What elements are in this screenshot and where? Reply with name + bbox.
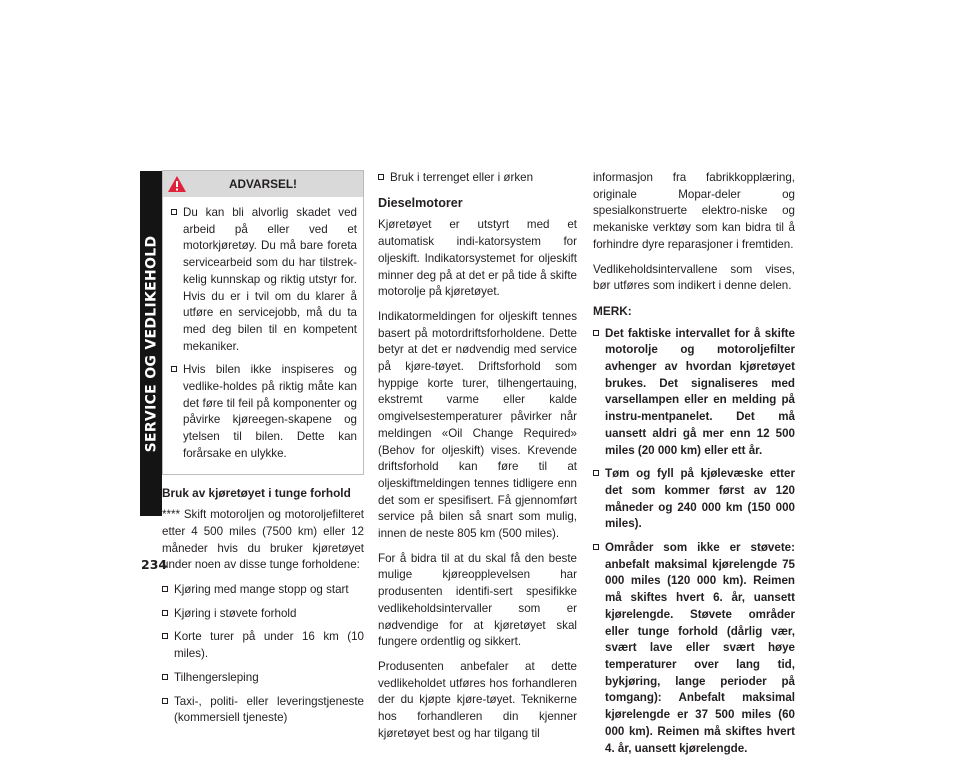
- diesel-paragraph: Produsenten anbefaler at dette vedlikeholdet utføres hos forhandleren der du kjøpte kjøre-tøyet. Teknikerne hos forhandleren din kjenner kjøretøyet best og har tilgang til: [378, 659, 577, 740]
- warning-triangle-icon: [167, 175, 187, 193]
- diesel-paragraph: Indikatormeldingen for oljeskift tennes basert på motordriftsforholdene. Dette betyr at det er nødvendig med service på kjøre-tøyet. Driftsforhold som hyppige korte turer, tilhengertauing, ekstremt varme eller kalde omgivelsestemperaturer påvirker når meldingen «Oil Change Required» (Behov for oljeskift) vises. Krevende driftsforhold kan føre til at oljeskiftmeldingen tennes tidligere enn det som er spesifisert. Få gjennomført service på bilen så snart som mulig, innen de neste 805 km (500 miles).: [378, 309, 577, 541]
- checkbox-bullet-icon: [171, 209, 177, 215]
- list-item: Du kan bli alvorlig skadet ved arbeid på eller ved et motorkjøretøy. Du må bare foreta servicearbeid som du har tilstrek-kelig kunnskap og riktig utstyr for. Hvis du er i tvil om du klarer å utføre en servicejobb, må du ta med deg bilen til en kompetent mekaniker.: [171, 205, 357, 355]
- warning-box: [162, 170, 364, 475]
- checkbox-bullet-icon: [162, 674, 168, 680]
- list-item: Områder som ikke er støvete: anbefalt maksimal kjørelengde 75 000 miles (120 000 km). Reimen må skiftes hvert 6. år, uansett kjørelengde. Støvete områder eller tunge forhold (dårlig vær, svært lave eller svært høye temperaturer over lang tid, bykjøring, lange perioder på tomgang): Anbefalt maksimal kjørelengde er 37 500 miles (60 000 km). Reimen må skiftes hvert 4. år, uansett kjørelengde.: [593, 540, 795, 757]
- heavy-use-list: [162, 582, 364, 727]
- checkbox-bullet-icon: [593, 330, 599, 336]
- list-item: Det faktiske intervallet for å skifte motorolje og motoroljefilter avhenger av hvordan kjøretøyet brukes. Det signaliseres med varsellampen eller en melding på instru-mentpanelet. Det må uansett aldri gå mer enn 12 500 miles (20 000 km) eller ett år.: [593, 326, 795, 460]
- note-label: MERK:: [593, 303, 632, 318]
- heavy-use-intro: **** Skift motoroljen og motoroljefilteret etter 4 500 miles (7500 km) eller 12 måneder hvis du bruker kjøretøyet under noen av disse tunge forholdene:: [162, 508, 364, 572]
- checkbox-bullet-icon: [171, 366, 177, 372]
- list-item: Tilhengersleping: [162, 670, 364, 687]
- diesel-heading: Dieselmotorer: [378, 195, 463, 210]
- warning-list: [171, 205, 357, 463]
- warning-header: [163, 171, 363, 197]
- warning-title: ADVARSEL!: [229, 176, 297, 191]
- diesel-paragraph: For å bidra til at du skal få den beste mulige kjøreopplevelsen har produsenten identifi-sert spesifikke vedlikeholdsintervaller som er nødvendige for at kjøretøyet skal fungere ordentlig og sikkert.: [378, 551, 577, 649]
- diesel-paragraph: Kjøretøyet er utstyrt med et automatisk indi-katorsystem for oljeskift. Indikatorsystemet for oljeskift minner deg på at det er på tide å skifte motorolje på kjøretøyet.: [378, 218, 577, 299]
- list-item: Tøm og fyll på kjølevæske etter det som kommer først av 120 måneder og 240 000 km (150 000 miles).: [593, 466, 795, 533]
- warning-body: [163, 197, 363, 474]
- list-item: Taxi-, politi- eller leveringstjeneste (kommersiell tjeneste): [162, 694, 364, 727]
- checkbox-bullet-icon: [162, 698, 168, 704]
- list-item: Hvis bilen ikke inspiseres og vedlike-holdes på riktig måte kan det føre til feil på komponenter og påvirke kjøreegen-skapene og ytelsen til bilen. Dette kan forårsake en ulykke.: [171, 362, 357, 462]
- body-paragraph: informasjon fra fabrikkopplæring, originale Mopar-deler og spesialkonstruerte elektro-niske og mekaniske verktøy som kan bidra til å forhindre dyre reparasjoner i fremtiden.: [593, 171, 795, 251]
- section-tab: [140, 171, 162, 516]
- checkbox-bullet-icon: [162, 633, 168, 639]
- column-2: [378, 170, 577, 751]
- column-1: [162, 170, 364, 734]
- list-item: Bruk i terrenget eller i ørken: [378, 170, 577, 187]
- list-item: Kjøring i støvete forhold: [162, 606, 364, 623]
- note-list: [593, 326, 795, 758]
- checkbox-bullet-icon: [162, 586, 168, 592]
- list-item: Kjøring med mange stopp og start: [162, 582, 364, 599]
- heavy-use-heading: Bruk av kjøretøyet i tunge forhold: [162, 485, 351, 500]
- page-number: 234: [141, 557, 168, 572]
- checkbox-bullet-icon: [593, 544, 599, 550]
- checkbox-bullet-icon: [593, 470, 599, 476]
- section-title: SERVICE OG VEDLIKEHOLD: [143, 235, 159, 452]
- body-paragraph: Vedlikeholdsintervallene som vises, bør utføres som indikert i denne delen.: [593, 262, 795, 293]
- checkbox-bullet-icon: [378, 174, 384, 180]
- list-item: Korte turer på under 16 km (10 miles).: [162, 629, 364, 662]
- checkbox-bullet-icon: [162, 610, 168, 616]
- heavy-use-list-continued: [378, 170, 577, 187]
- column-3: [593, 170, 795, 764]
